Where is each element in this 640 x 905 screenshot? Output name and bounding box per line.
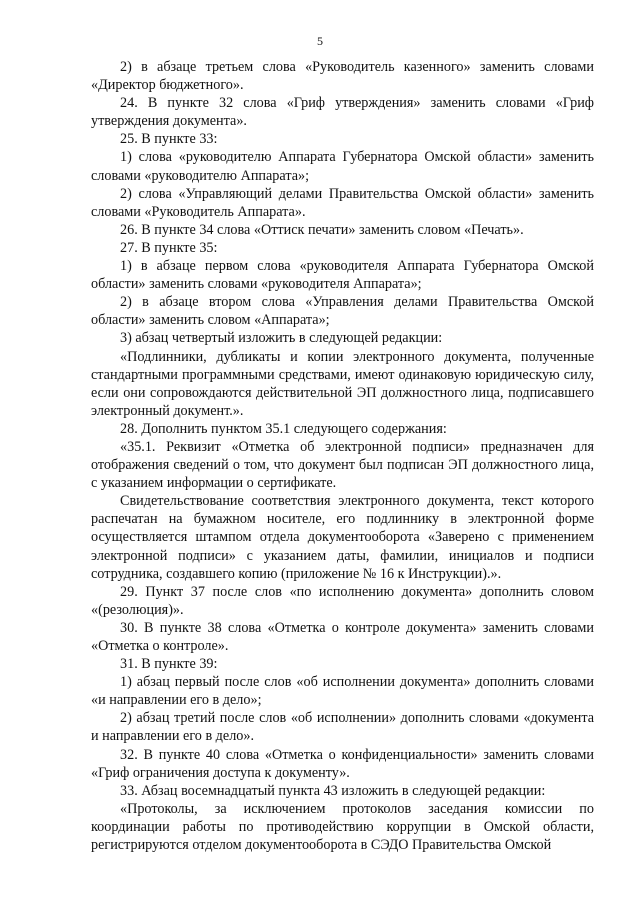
paragraph: Свидетельствование соответствия электронного документа, текст которого распечатан на бумажном носителе, его подлиннику в электронной форме осуществляется штампом отдела документооборота «Заверено с применением электронной подписи» с указанием даты, фамилии, инициалов и подписи сотрудника, создавшего копию (приложение № 16 к Инструкции).». bbox=[91, 493, 594, 582]
paragraph: 30. В пункте 38 слова «Отметка о контроле документа» заменить словами «Отметка о контроле». bbox=[91, 619, 594, 654]
paragraph: 24. В пункте 32 слова «Гриф утверждения» заменить словами «Гриф утверждения документа». bbox=[91, 95, 594, 130]
paragraph: 28. Дополнить пунктом 35.1 следующего содержания: bbox=[120, 420, 447, 437]
paragraph: 2) в абзаце третьем слова «Руководитель казенного» заменить словами «Директор бюджетного». bbox=[91, 59, 594, 94]
document-body bbox=[91, 58, 594, 854]
paragraph: «Протоколы, за исключением протоколов заседания комиссии по координации работы по противодействию коррупции в Омской области, регистрируются отделом документооборота в СЭДО Правительства Омской bbox=[91, 800, 594, 854]
paragraph: 2) слова «Управляющий делами Правительства Омской области» заменить словами «Руководитель Аппарата». bbox=[91, 185, 594, 220]
paragraph: «Подлинники, дубликаты и копии электронного документа, полученные стандартными программными средствами, имеют одинаковую юридическую силу, если они сопровождаются действительной ЭП должностного лица, подписавшего электронный документ.». bbox=[91, 348, 594, 419]
paragraph: 1) в абзаце первом слова «руководителя Аппарата Губернатора Омской области» заменить словами «руководителя Аппарата»; bbox=[91, 258, 594, 293]
paragraph: 29. Пункт 37 после слов «по исполнению документа» дополнить словом «(резолюция)». bbox=[91, 583, 594, 618]
paragraph: 32. В пункте 40 слова «Отметка о конфиденциальности» заменить словами «Гриф ограничения доступа к документу». bbox=[91, 746, 594, 781]
paragraph: 26. В пункте 34 слова «Оттиск печати» заменить словом «Печать». bbox=[120, 221, 524, 238]
paragraph: 3) абзац четвертый изложить в следующей редакции: bbox=[120, 330, 443, 347]
paragraph: 31. В пункте 39: bbox=[120, 656, 218, 673]
paragraph: 1) слова «руководителю Аппарата Губернатора Омской области» заменить словами «руководителю Аппарата»; bbox=[91, 149, 594, 184]
paragraph: «35.1. Реквизит «Отметка об электронной подписи» предназначен для отображения сведений о том, что документ был подписан ЭП должностного лица, с указанием информации о сертификате. bbox=[91, 438, 594, 492]
paragraph: 27. В пункте 35: bbox=[120, 239, 218, 256]
paragraph: 2) в абзаце втором слова «Управления делами Правительства Омской области» заменить словом «Аппарата»; bbox=[91, 294, 594, 329]
paragraph: 2) абзац третий после слов «об исполнении» дополнить словами «документа и направлении его в дело». bbox=[91, 710, 594, 745]
paragraph: 25. В пункте 33: bbox=[120, 131, 218, 148]
paragraph: 33. Абзац восемнадцатый пункта 43 изложить в следующей редакции: bbox=[120, 782, 546, 799]
paragraph: 1) абзац первый после слов «об исполнении документа» дополнить словами «и направлении его в дело»; bbox=[91, 674, 594, 709]
page-number: 5 bbox=[317, 34, 323, 48]
